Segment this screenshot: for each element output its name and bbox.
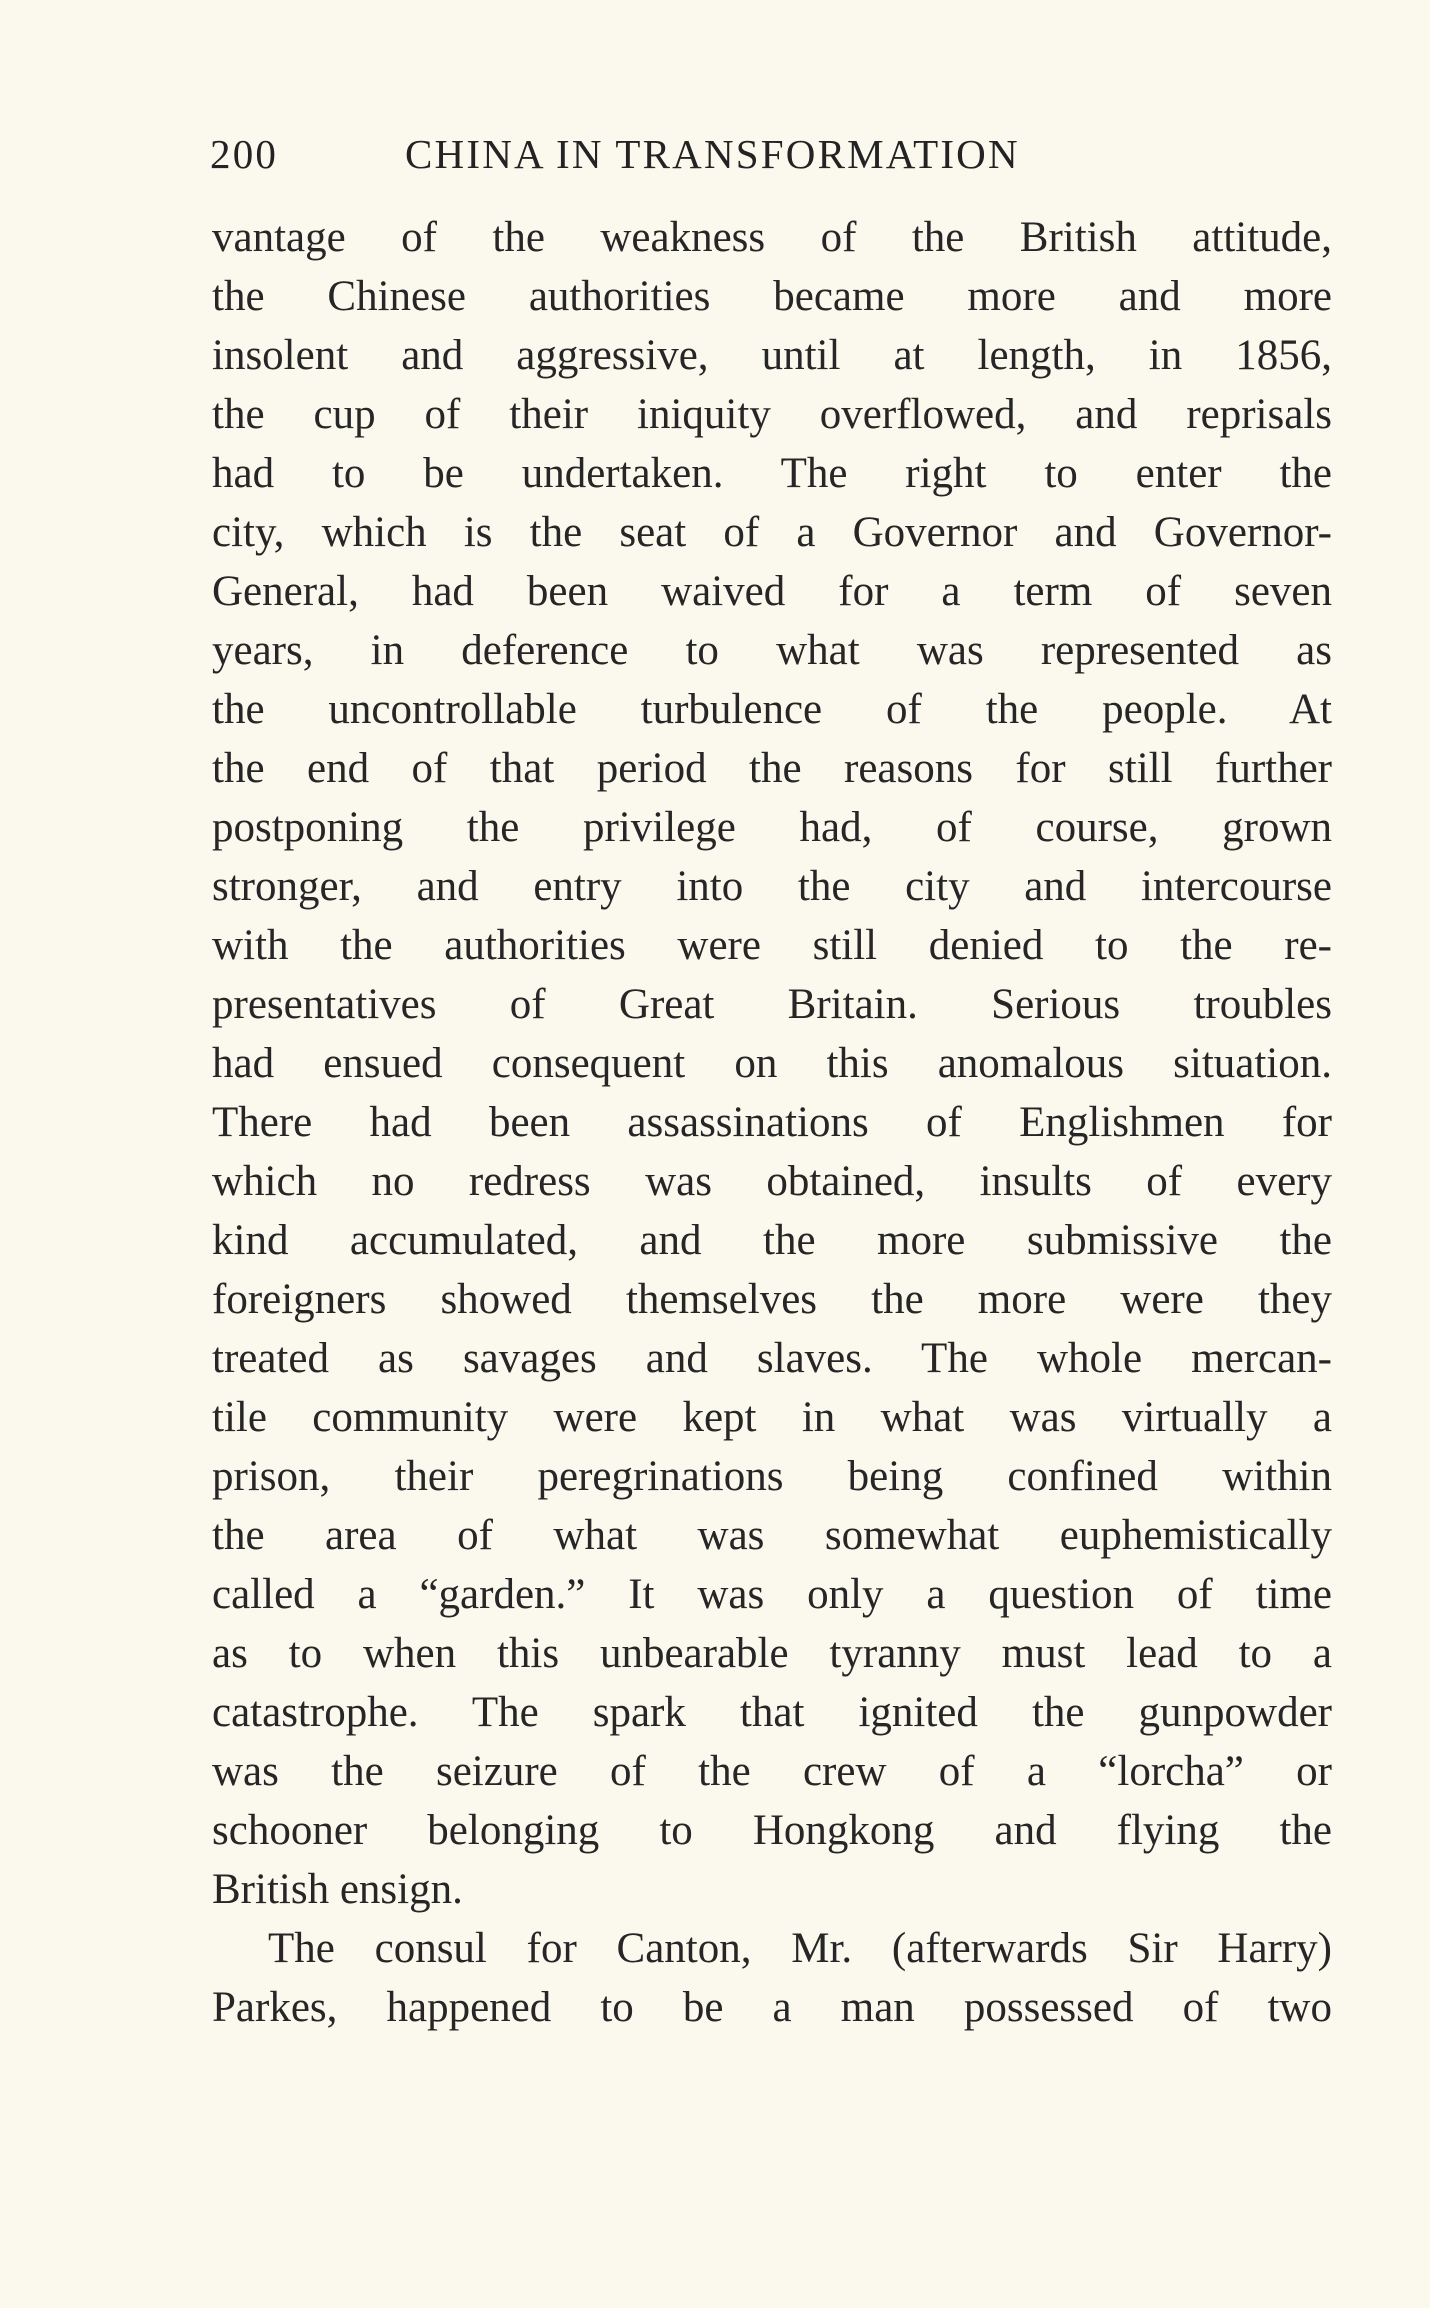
- text-line: the end of that period the reasons for still further: [212, 745, 1332, 792]
- text-line: was the seizure of the crew of a “lorcha” or: [212, 1748, 1332, 1795]
- text-line: with the authorities were still denied to the re-: [212, 922, 1332, 969]
- text-line: had to be undertaken. The right to enter the: [212, 450, 1332, 497]
- text-line: presentatives of Great Britain. Serious troubles: [212, 981, 1332, 1028]
- text-line: There had been assassinations of Englishmen for: [212, 1099, 1332, 1146]
- text-line: postponing the privilege had, of course, grown: [212, 804, 1332, 851]
- text-line: vantage of the weakness of the British attitude,: [212, 214, 1332, 261]
- text-line: the area of what was somewhat euphemistically: [212, 1512, 1332, 1559]
- text-line: catastrophe. The spark that ignited the gunpowder: [212, 1689, 1332, 1736]
- text-line: the Chinese authorities became more and more: [212, 273, 1332, 320]
- text-line: as to when this unbearable tyranny must lead to a: [212, 1630, 1332, 1677]
- text-line: had ensued consequent on this anomalous situation.: [212, 1040, 1332, 1087]
- text-line: the uncontrollable turbulence of the people. At: [212, 686, 1332, 733]
- paragraph-first-line: The consul for Canton, Mr. (afterwards Sir Harry): [268, 1925, 1332, 1972]
- text-line: prison, their peregrinations being confined within: [212, 1453, 1332, 1500]
- body-text: [212, 208, 1332, 2037]
- running-head: [210, 130, 1360, 190]
- text-line: city, which is the seat of a Governor and Governor-: [212, 509, 1332, 556]
- text-line: which no redress was obtained, insults of every: [212, 1158, 1332, 1205]
- text-line: insolent and aggressive, until at length, in 1856,: [212, 332, 1332, 379]
- text-line: years, in deference to what was represented as: [212, 627, 1332, 674]
- text-line: treated as savages and slaves. The whole mercan-: [212, 1335, 1332, 1382]
- running-title: CHINA IN TRANSFORMATION: [405, 131, 1020, 177]
- text-line: called a “garden.” It was only a question of time: [212, 1571, 1332, 1618]
- text-line: kind accumulated, and the more submissive the: [212, 1217, 1332, 1264]
- text-line: the cup of their iniquity overflowed, and reprisals: [212, 391, 1332, 438]
- text-line: Parkes, happened to be a man possessed of two: [212, 1984, 1332, 2031]
- text-line: foreigners showed themselves the more were they: [212, 1276, 1332, 1323]
- text-line: General, had been waived for a term of seven: [212, 568, 1332, 615]
- page-number: 200: [210, 131, 279, 177]
- text-line: stronger, and entry into the city and intercourse: [212, 863, 1332, 910]
- text-line: schooner belonging to Hongkong and flying the: [212, 1807, 1332, 1854]
- text-line: British ensign.: [212, 1866, 463, 1913]
- text-line: tile community were kept in what was virtually a: [212, 1394, 1332, 1441]
